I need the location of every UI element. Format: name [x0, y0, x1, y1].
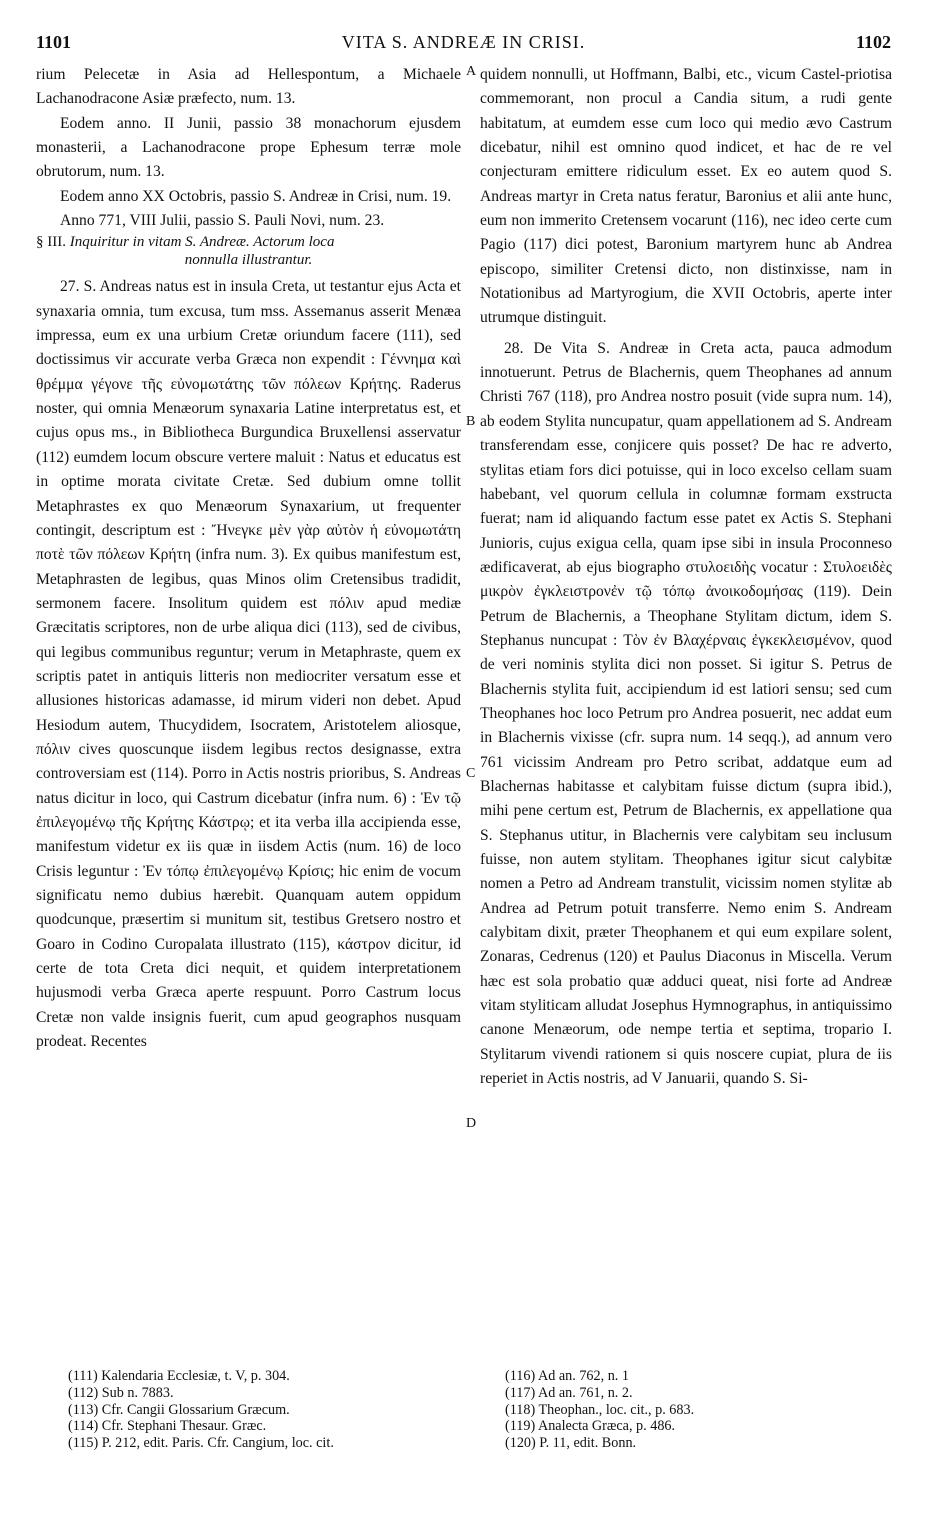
- paragraph: Eodem anno. II Junii, passio 38 monachorum ejusdem monasterii, a Lachanodracone prope Ephesum terræ mole obrutorum, num. 13.: [36, 114, 461, 181]
- footnote: (111) Kalendaria Ecclesiæ, t. V, p. 304.: [68, 1368, 290, 1384]
- page-number-left: 1101: [36, 32, 72, 52]
- footnote: (117) Ad an. 761, n. 2.: [505, 1384, 633, 1401]
- running-title: VITA S. ANDREÆ IN CRISI.: [341, 32, 586, 52]
- footnotes-right: [505, 1368, 885, 1452]
- section-title-line2: nonnulla illustrantur.: [184, 252, 313, 269]
- paragraph: 27. S. Andreas natus est in insula Creta, ut testantur ejus Acta et synaxaria omnia, tum excusa, tum mss. Assemanus asserit Menæa impressa, eum ex una urbium Cretæ oriundum facere (111), sed doctissimus vir accurate verba Græca non expendit : Γέννημα καὶ θρέμμα γέγονε τῆς εὐνομωτάτης τῶν πόλεων Κρήτης. Raderus noster, qui omnia Menæorum synaxaria Latine interpretatus est, et cujus opus ms., in Bibliotheca Burgundica Bruxellensi asservatur (112) eumdem locum obscure vertere maluit : Natus et educatus est in optime morata civitate Cretæ. Sed dubium omne tollit Metaphrastes ex quo Menæorum Synaxarium, ut frequenter contingit, descriptum est : Ἤνεγκε μὲν γὰρ αὐτὸν ἡ εὐνομωτάτη ποτὲ τῶν πόλεων Κρήτη (infra num. 3). Ex quibus manifestum est, Metaphrasten de legibus, quas Minos olim Cretensibus tradidit, sermonem facere. Insolitum quidem est πόλιν apud mediæ Græcitatis scriptores, non de urbe aliqua dici (113), sed de civibus, qui legibus communibus reguntur; verum in Metaphraste, quem ex scriptis patet in antiquis litteris non mediocriter versatum esse et allusiones historicas adamasse, id mirum videri non debet. Apud Hesiodum autem, Thucydidem, Isocratem, Aristotelem aliosque, πόλιν cives quoscunque iisdem legibus rectos designasse, extra controversiam est (114). Porro in Actis nostris prioribus, S. Andreas natus dicitur in loco, qui Castrum dicebatur (infra num. 6) : Ἐν τῷ ἐπιλεγομένῳ τῆς Κρήτης Κάστρῳ; et ita verba illa accipienda esse, manifestum videtur ex iis quæ in iisdem Actis (num. 16) de loco Crisis leguntur : Ἐν τόπῳ ἐπιλεγομένῳ Κρίσις; hic enim de vocum significatu nemo dubius hærebit. Quanquam autem oppidum quodcunque, præsertim si munitum sit, testibus Gretsero nostro et Goaro in Codino Curopalata illustrato (115), κάστρον dicitur, id certe de tota Creta dici nequit, et quidem interpretationem hujusmodi verba Græca aperte respuunt. Porro Castrum locus Cretæ non valde insignis fuerit, cum apud geographos nusquam prodeat. Recentes: [36, 278, 461, 1051]
- running-header: [36, 32, 891, 54]
- footnote: (112) Sub n. 7883.: [68, 1384, 174, 1401]
- footnote: (120) P. 11, edit. Bonn.: [505, 1435, 637, 1452]
- footnote: (115) P. 212, edit. Paris. Cfr. Cangium, loc. cit.: [68, 1435, 334, 1452]
- left-column: [36, 63, 461, 1054]
- section-heading: [36, 233, 461, 269]
- footnote: (114) Cfr. Stephani Thesaur. Græc.: [68, 1418, 267, 1435]
- margin-marker: B: [466, 414, 476, 429]
- footnotes-left: [68, 1368, 468, 1452]
- margin-marker: D: [466, 1116, 477, 1131]
- footnote: (118) Theophan., loc. cit., p. 683.: [505, 1401, 695, 1418]
- paragraph: rium Pelecetæ in Asia ad Hellespontum, a Michaele Lachanodracone Asiæ præfecto, num. 13.: [36, 66, 461, 108]
- margin-marker: C: [466, 766, 476, 781]
- paragraph: 28. De Vita S. Andreæ in Creta acta, pauca admodum innotuerunt. Petrus de Blachernis, quem Theophanes ad annum Christi 767 (118), pro Andrea nostro posuit (vide supra num. 14), ab eodem Stylita nuncupatur, quam appellationem ad S. Andream transferendam esse, conjicere quis posset? De hac re adverto, stylitas etiam fors dici potuisse, qui in loco excelso cellam suam habebant, vel quorum cellula in columnæ formam exstructa fuerat; nam id aliquando factum esse patet ex Actis S. Stephani Junioris, cujus exigua cella, quam ipse sibi in insula Proconneso ædificaverat, ab ejus biographo στυλοειδὴς vocatur : Στυλοειδὲς μικρὸν ἐγκλειστρονἐν τῷ τόπῳ ἀνοικοδομήσας (119). Dein Petrum de Blachernis, a Theophane Stylitam dictum, idem S. Stephanus nuncupat : Τὸν ἐν Βλαχέρναις ἐγκεκλεισμένον, quod de veri nominis stylita dici non posset. Si igitur S. Petrus de Blachernis stylita fuit, accipiendum id est latiori sensu; sed cum Theophanes hoc loco Petrum pro Andrea posuerit, nec addat eum in Blachernis vixisse (cfr. supra num. 14 seqq.), ad annum vero 761 vicissim Andream pro Petro scribat, addatque eum ad Blachernas habitasse et calybitam fuisse dictum (supra ibid.), mihi pene certum est, Petrum de Blachernis, ex appellatione qua S. Stephanus utitur, in Blachernis vere calybitam seu inclusum fuisse, non autem stylitam. Theophanes igitur sicut calybitæ nomen a Petro ad Andream transtulit, vicissim nomen stylitæ ab Andrea ad Petrum potuit transferre. Nemo enim S. Andream calybitam dixit, præter Theophanem et qui eum expilare solent, Zonaras, Cedrenus (120) et Paulus Diaconus in Miscella. Verum hæc est sola probatio quæ adduci queat, nisi forte ad Andreæ vitam styliticam alludat Josephus Hymnographus, in antiquissimo canone Menæorum, ode nempe tertia et septima, tropario I. Stylitarum vivendi rationem si quis noscere cupiat, plura de iis reperiet in Actis nostris, ad V Januarii, quando S. Si-: [480, 339, 892, 1088]
- margin-marker: A: [466, 64, 477, 79]
- right-column: [480, 63, 892, 1091]
- footnote: (119) Analecta Græca, p. 486.: [505, 1418, 676, 1435]
- paragraph: quidem nonnulli, ut Hoffmann, Balbi, etc., vicum Castel-priotisa commemorant, non procul a Candia situm, a rudi gente habitatum, at eumdem esse cum loco qui medio ævo Castrum dicebatur, nihil est omnino quod indicet, et hac de re vel conjecturam emittere ridiculum esset. Ex eo autem quod S. Andreas martyr in Creta natus feratur, Baronius et alii ante hunc, eum non immerito Cretensem vocarunt (116), nec ideo certe cum Pagio (117) dici potest, Baronium martyrem hunc ab Andrea episcopo, similiter Cretensi dicto, non distinxisse, nam in Notationibus ad Martyrogium, die XVII Octobris, aperte inter utrumque distinguit.: [480, 66, 892, 327]
- page-number-right: 1102: [855, 32, 891, 52]
- paragraph: Eodem anno XX Octobris, passio S. Andreæ in Crisi, num. 19.: [60, 187, 452, 205]
- footnote: (116) Ad an. 762, n. 1: [505, 1368, 629, 1384]
- footnote: (113) Cfr. Cangii Glossarium Græcum.: [68, 1401, 290, 1418]
- section-number: § III.: [36, 234, 66, 251]
- section-title: Inquiritur in vitam S. Andreæ. Actorum loca: [69, 234, 335, 251]
- paragraph: Anno 771, VIII Julii, passio S. Pauli Novi, num. 23.: [60, 212, 385, 230]
